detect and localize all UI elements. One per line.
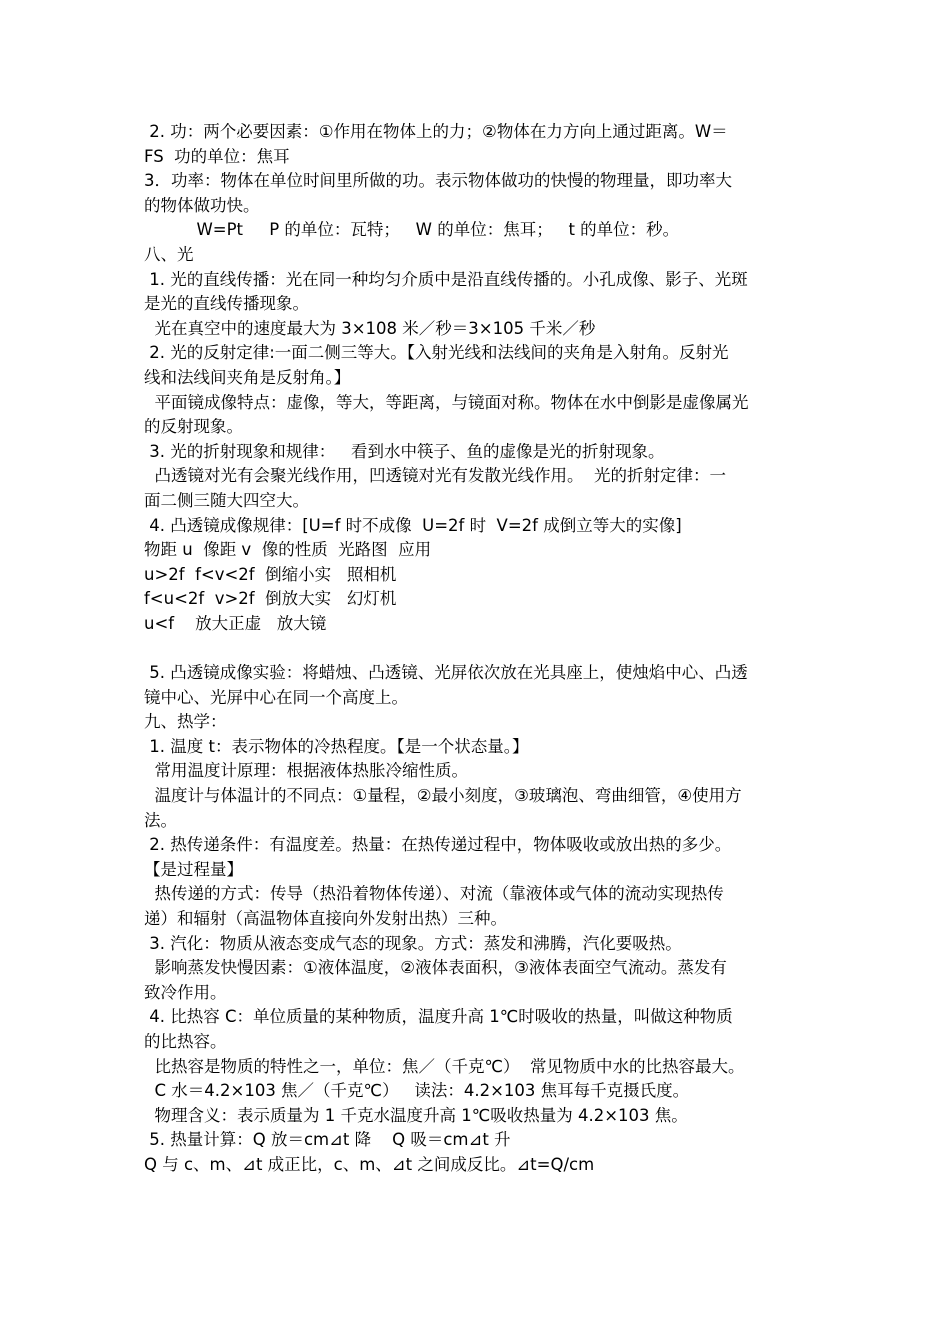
text-line: 比热容是物质的特性之一，单位：焦／（千克℃） 常见物质中水的比热容最大。 [144,1056,745,1076]
text-line: 1. 温度 t：表示物体的冷热程度。【是一个状态量。】 [144,736,529,756]
text-line: 递）和辐射（高温物体直接向外发射出热）三种。 [144,909,507,928]
text-line: 2. 功：两个必要因素：①作用在物体上的力；②物体在力方向上通过距离。W＝ [144,122,728,141]
text-line: 的反射现象。 [144,417,243,437]
text-line: 影响蒸发快慢因素：①液体温度，②液体表面积，③液体表面空气流动。蒸发有 [144,958,727,978]
text-line: 法。 [144,810,177,830]
text-line: 面二侧三随大四空大。 [144,490,309,510]
text-line: 的物体做功快。 [144,195,260,215]
text-line: 致冷作用。 [144,982,227,1002]
text-line: 光在真空中的速度最大为 3×108 米／秒＝3×105 千米／秒 [144,318,596,338]
text-line: 5. 凸透镜成像实验：将蜡烛、凸透镜、光屏依次放在光具座上，使烛焰中心、凸透 [144,663,748,683]
text-line: 平面镜成像特点：虚像，等大，等距离，与镜面对称。物体在水中倒影是虚像属光 [144,392,749,412]
text-line: 3．功率：物体在单位时间里所做的功。表示物体做功的快慢的物理量，即功率大 [144,171,732,191]
text-line: Q 与 c、m、⊿t 成正比，c、m、⊿t 之间成反比。⊿t=Q/cm [144,1154,595,1174]
text-line: 的比热容。 [144,1031,227,1051]
text-line: u>2f f<v<2f 倒缩小实 照相机 [144,564,397,584]
text-line: 物理含义：表示质量为 1 千克水温度升高 1℃吸收热量为 4.2×103 焦。 [144,1105,688,1125]
text-line: 4. 凸透镜成像规律：[U=f 时不成像 U=2f 时 V=2f 成倒立等大的实像] [144,515,682,535]
text-line: f<u<2f v>2f 倒放大实 幻灯机 [144,589,397,609]
text-line: 九、热学： [144,712,227,732]
text-line: C 水＝4.2×103 焦／（千克℃） 读法：4.2×103 焦耳每千克摄氏度。 [144,1081,690,1101]
text-line: 常用温度计原理：根据液体热胀冷缩性质。 [144,761,468,781]
text-line: 3. 光的折射现象和规律： 看到水中筷子、鱼的虚像是光的折射现象。 [144,441,665,461]
text-line: u<f 放大正虚 放大镜 [144,613,327,633]
text-line: 1. 光的直线传播：光在同一种均匀介质中是沿直线传播的。小孔成像、影子、光斑 [144,269,748,289]
text-line: 3. 汽化：物质从液态变成气态的现象。方式：蒸发和沸腾，汽化要吸热。 [144,933,682,953]
text-line: 4. 比热容 C：单位质量的某种物质，温度升高 1℃时吸收的热量，叫做这种物质 [144,1007,733,1027]
text-line: 线和法线间夹角是反射角。】 [144,367,351,387]
text-line: 5. 热量计算：Q 放＝cm⊿t 降 Q 吸＝cm⊿t 升 [144,1130,511,1150]
text-line: 八、光 [144,244,194,264]
text-line: 是光的直线传播现象。 [144,294,309,314]
text-line: 2. 热传递条件：有温度差。热量：在热传递过程中，物体吸收或放出热的多少。 [144,835,732,855]
text-line: 温度计与体温计的不同点：①量程，②最小刻度，③玻璃泡、弯曲细管，④使用方 [144,786,742,806]
text-line: 2. 光的反射定律:一面二侧三等大。【入射光线和法线间的夹角是入射角。反射光 [144,343,729,363]
blank-line [144,636,816,661]
text-line: 【是过程量】 [144,859,243,879]
text-line: 热传递的方式：传导（热沿着物体传递）、对流（靠液体或气体的流动实现热传 [144,884,724,904]
text-line: W=Pt P 的单位：瓦特； W 的单位：焦耳； t 的单位：秒。 [144,220,680,240]
text-line: 凸透镜对光有会聚光线作用，凹透镜对光有发散光线作用。 光的折射定律：一 [144,466,726,486]
document-body [144,120,816,1178]
text-line: FS 功的单位：焦耳 [144,146,290,166]
text-line: 镜中心、光屏中心在同一个高度上。 [144,687,408,707]
text-line: 物距 u 像距 v 像的性质 光路图 应用 [144,540,432,560]
